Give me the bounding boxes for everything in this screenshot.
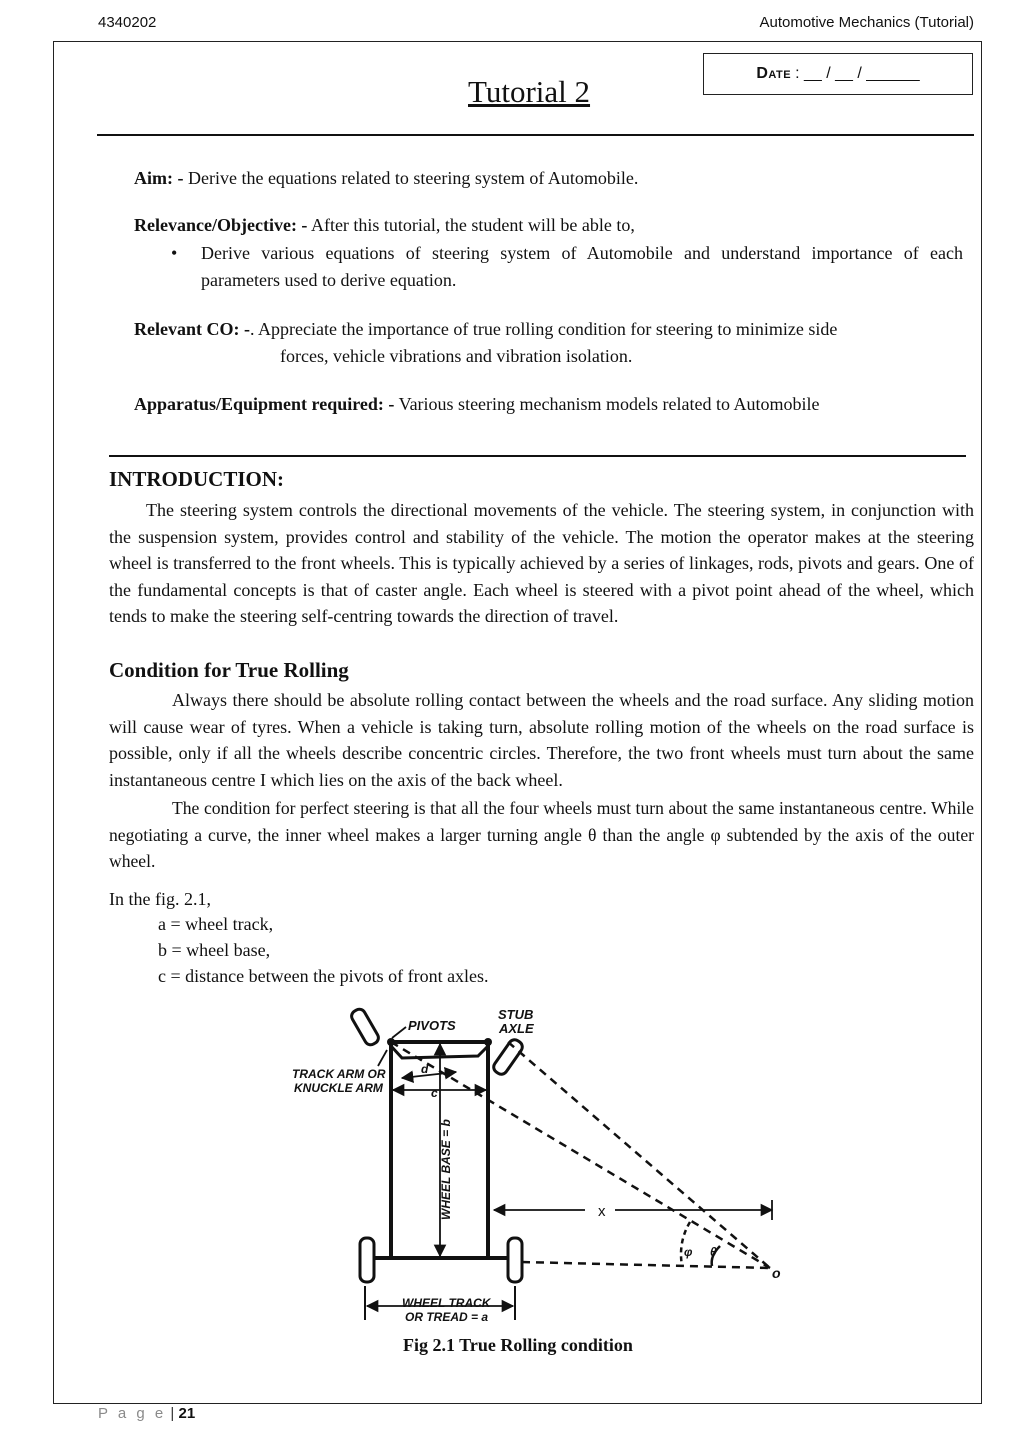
co-label: Relevant CO: - bbox=[134, 319, 250, 339]
true-rolling-heading: Condition for True Rolling bbox=[109, 658, 349, 682]
figure-caption: Fig 2.1 True Rolling condition bbox=[403, 1335, 633, 1355]
label-phi: φ bbox=[684, 1245, 693, 1259]
date-blanks: : __ / __ / ______ bbox=[795, 65, 920, 82]
aim-label: Aim: - bbox=[134, 168, 184, 188]
label-tread: OR TREAD = a bbox=[405, 1310, 489, 1324]
rear-left-wheel bbox=[360, 1238, 374, 1282]
co-text-cont: forces, vehicle vibrations and vibration isolation. bbox=[280, 346, 633, 366]
aim bbox=[134, 165, 974, 192]
legend-intro: In the fig. 2.1, bbox=[109, 889, 211, 909]
title-divider bbox=[97, 134, 974, 136]
page-footer bbox=[98, 1405, 195, 1422]
legend-item-b: b = wheel base, bbox=[158, 940, 271, 960]
relevant-co bbox=[134, 316, 974, 343]
page-sep: | bbox=[166, 1405, 179, 1422]
true-rolling-para2: The condition for perfect steering is that all the four wheels must turn about the same instantaneous centre. While negotiating a curve, the inner wheel makes a larger turning angle θ than the angle φ subtended by the axis of the outer wheel. bbox=[109, 798, 974, 871]
phi-arc bbox=[681, 1222, 690, 1266]
bullet-dot: • bbox=[171, 243, 178, 263]
label-knuckle-arm: KNUCKLE ARM bbox=[294, 1081, 383, 1095]
page-number: 21 bbox=[178, 1405, 196, 1422]
track-arm-leader bbox=[378, 1050, 387, 1066]
aim-text: Derive the equations related to steering system of Automobile. bbox=[183, 168, 639, 188]
apparatus bbox=[134, 391, 974, 418]
relevance-text: After this tutorial, the student will be able to, bbox=[307, 215, 635, 235]
co-text: . Appreciate the importance of true rolling condition for steering to minimize side bbox=[249, 319, 838, 339]
label-x: x bbox=[598, 1203, 606, 1220]
relevance-label: Relevance/Objective: - bbox=[134, 215, 308, 235]
legend-item-a: a = wheel track, bbox=[158, 914, 274, 934]
label-c: c bbox=[431, 1086, 438, 1100]
label-axle: AXLE bbox=[499, 1021, 534, 1036]
section-divider bbox=[109, 455, 966, 457]
relevance bbox=[134, 212, 974, 239]
label-track-arm: TRACK ARM OR bbox=[292, 1067, 386, 1081]
label-theta: θ bbox=[710, 1245, 717, 1259]
label-stub: STUB bbox=[498, 1007, 534, 1022]
course-code: 4340202 bbox=[98, 14, 157, 31]
pivots-leader bbox=[392, 1027, 406, 1038]
label-wheel-track: WHEEL TRACK bbox=[402, 1296, 491, 1310]
label-d: d bbox=[421, 1062, 429, 1076]
introduction-body: The steering system controls the directional movements of the vehicle. The steering system, in conjunction with the suspension system, provides control and stability of the vehicle. The motion the operator makes at the steering wheel is transferred to the front wheels. This is typically achieved by a series of linkages, rods, pivots and gears. One of the fundamental concepts is that of caster angle. Each wheel is steered with a pivot point ahead of the wheel, which tends to make the steering self-centring towards the direction of travel. bbox=[109, 500, 974, 626]
course-title: Automotive Mechanics (Tutorial) bbox=[759, 14, 974, 31]
front-left-wheel bbox=[349, 1007, 380, 1047]
label-o: o bbox=[772, 1265, 781, 1281]
outer-wheel-axis-line bbox=[508, 1042, 770, 1268]
rear-axis-extension bbox=[522, 1262, 770, 1268]
label-pivots: PIVOTS bbox=[408, 1018, 456, 1033]
steering-diagram bbox=[280, 1000, 800, 1330]
date-label: Date bbox=[756, 65, 792, 82]
label-wheel-base: WHEEL BASE = b bbox=[439, 1119, 453, 1220]
right-pivot bbox=[484, 1038, 492, 1046]
date-box bbox=[703, 53, 973, 95]
d-dimension bbox=[402, 1072, 456, 1078]
legend-item-c: c = distance between the pivots of front axles. bbox=[158, 966, 489, 986]
apparatus-label: Apparatus/Equipment required: - bbox=[134, 394, 395, 414]
true-rolling-para1: Always there should be absolute rolling contact between the wheels and the road surface. Any sliding motion will cause wear of tyres. When a vehicle is taking turn, absolute rolling motion of the wheels on the road surface is possible, only if all the wheels describe concentric circles. Therefore, the two front wheels must turn about the same instantaneous centre I which lies on the axis of the back wheel. bbox=[109, 690, 974, 790]
apparatus-text: Various steering mechanism models related to Automobile bbox=[394, 394, 820, 414]
rear-right-wheel bbox=[508, 1238, 522, 1282]
page-label: P a g e bbox=[98, 1405, 167, 1422]
relevance-bullet: Derive various equations of steering system of Automobile and understand importance of each parameters used to derive equation. bbox=[201, 243, 963, 290]
page-title: Tutorial 2 bbox=[468, 74, 591, 109]
introduction-heading: INTRODUCTION: bbox=[109, 467, 285, 491]
